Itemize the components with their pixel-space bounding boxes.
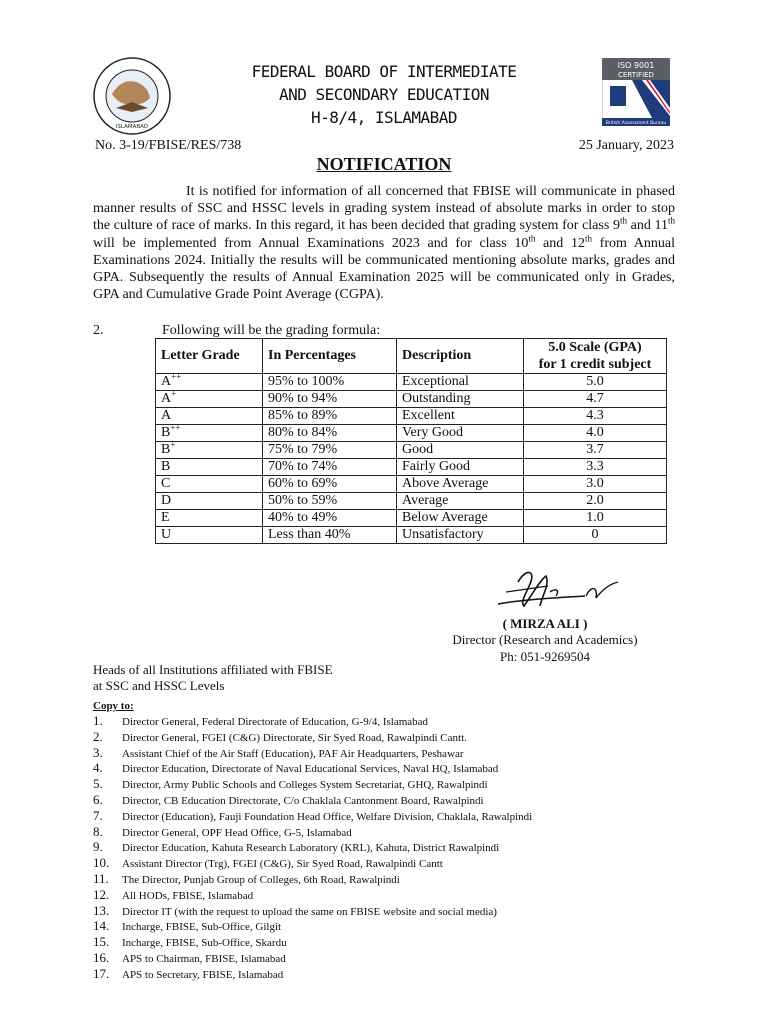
list-item-number: 9. xyxy=(93,839,103,855)
list-item-text: Director, CB Education Directorate, C/o Chaklala Cantonment Board, Rawalpindi xyxy=(122,794,484,807)
signatory-designation: Director (Research and Academics) xyxy=(452,632,638,647)
list-item xyxy=(93,950,532,966)
list-item-number: 12. xyxy=(93,886,110,902)
list-item-number: 16. xyxy=(93,949,110,965)
table-row xyxy=(156,527,667,544)
cell-grade: D xyxy=(156,493,263,510)
list-item-number: 13. xyxy=(93,902,110,918)
cell-description: Exceptional xyxy=(397,374,524,391)
notification-date: 25 January, 2023 xyxy=(578,138,674,153)
list-item xyxy=(93,760,532,776)
table-row xyxy=(156,493,667,510)
cell-gpa: 2.0 xyxy=(524,493,667,510)
page-title: NOTIFICATION xyxy=(316,154,452,174)
list-item xyxy=(93,745,532,761)
cell-gpa: 3.7 xyxy=(524,442,667,459)
signature xyxy=(490,562,630,620)
cell-percentage: 70% to 74% xyxy=(263,459,397,476)
list-item-number: 2. xyxy=(93,728,103,744)
table-row xyxy=(156,408,667,425)
list-item-number: 5. xyxy=(93,776,103,792)
list-item-text: Director General, FGEI (C&G) Directorate, Sir Syed Road, Rawalpindi Cantt. xyxy=(122,731,467,744)
list-item xyxy=(93,871,532,887)
cell-description: Excellent xyxy=(397,408,524,425)
list-item-text: Director General, OPF Head Office, G-5, Islamabad xyxy=(122,826,352,839)
svg-text:CERTIFIED: CERTIFIED xyxy=(618,71,654,79)
cell-grade: U xyxy=(156,527,263,544)
cell-gpa: 4.0 xyxy=(524,425,667,442)
cell-percentage: 40% to 49% xyxy=(263,510,397,527)
list-item-text: APS to Secretary, FBISE, Islamabad xyxy=(122,968,284,981)
recipients: Heads of all Institutions affiliated with FBISE at SSC and HSSC Levels xyxy=(93,662,333,693)
cell-grade: B++ xyxy=(156,425,263,442)
list-item-number: 4. xyxy=(93,760,103,776)
cell-description: Above Average xyxy=(397,476,524,493)
cell-grade: A+ xyxy=(156,391,263,408)
list-item xyxy=(93,934,532,950)
header-percentages: In Percentages xyxy=(263,339,397,374)
list-item-text: Director IT (with the request to upload the same on FBISE website and social media) xyxy=(122,905,497,918)
table-header-row xyxy=(156,339,667,374)
table-row xyxy=(156,510,667,527)
list-item-text: Assistant Director (Trg), FGEI (C&G), Sir Syed Road, Rawalpindi Cantt xyxy=(122,858,443,871)
list-item-text: Incharge, FBISE, Sub-Office, Skardu xyxy=(122,937,287,950)
table-row xyxy=(156,374,667,391)
header-line-2: AND SECONDARY EDUCATION xyxy=(278,85,490,104)
list-item-text: The Director, Punjab Group of Colleges, 6th Road, Rawalpindi xyxy=(122,873,400,886)
list-item-number: 15. xyxy=(93,934,110,950)
list-item-number: 10. xyxy=(93,855,110,871)
table-row xyxy=(156,425,667,442)
list-item-number: 14. xyxy=(93,918,110,934)
list-item-text: Director General, Federal Directorate of Education, G-9/4, Islamabad xyxy=(122,716,429,728)
list-item-number: 11. xyxy=(93,870,109,886)
cell-gpa: 4.7 xyxy=(524,391,667,408)
list-item xyxy=(93,808,532,824)
list-item-number: 6. xyxy=(93,791,103,807)
list-item xyxy=(93,792,532,808)
grading-table xyxy=(155,338,667,544)
list-item-number: 1. xyxy=(93,713,103,728)
list-item xyxy=(93,887,532,903)
cell-description: Outstanding xyxy=(397,391,524,408)
notification-paragraph: It is notified for information of all concerned that FBISE will communicate in phased manner results of SSC and HSSC levels in grading system instead of absolute marks in order to stop the culture of race of marks. In this regard, it has been decided that grading system for class 9th and 11th will be implemented from Annual Examinations 2023 and for class 10th and 12th from Annual Examinations 2024. Initially the results will be communicated mentioning absolute marks, grades and GPA. Subsequently the results of Annual Examination 2025 will be communicated only in Grades, GPA and Cumulative Grade Point Average (CGPA). xyxy=(93,184,676,303)
cell-grade: E xyxy=(156,510,263,527)
cell-description: Very Good xyxy=(397,425,524,442)
cell-description: Fairly Good xyxy=(397,459,524,476)
cell-percentage: 50% to 59% xyxy=(263,493,397,510)
list-item-text: Director Education, Kahuta Research Laboratory (KRL), Kahuta, District Rawalpindi xyxy=(122,842,500,855)
list-item-number: 7. xyxy=(93,807,103,823)
cell-percentage: 80% to 84% xyxy=(263,425,397,442)
cell-percentage: 90% to 94% xyxy=(263,391,397,408)
header-line-1: FEDERAL BOARD OF INTERMEDIATE xyxy=(251,62,517,81)
cell-percentage: 85% to 89% xyxy=(263,408,397,425)
cell-gpa: 3.3 xyxy=(524,459,667,476)
cell-grade: B+ xyxy=(156,442,263,459)
cell-grade: A xyxy=(156,408,263,425)
table-row xyxy=(156,459,667,476)
cell-percentage: 95% to 100% xyxy=(263,374,397,391)
header-gpa-scale: 5.0 Scale (GPA) for 1 credit subject xyxy=(524,339,667,374)
svg-text:British Assessment Bureau: British Assessment Bureau xyxy=(605,121,667,126)
copy-to-label: Copy to: xyxy=(93,700,134,712)
signatory-name: ( MIRZA ALI ) xyxy=(502,616,588,631)
list-item-text: Director (Education), Fauji Foundation Head Office, Welfare Division, Chaklala, Rawalpindi xyxy=(122,810,533,823)
cell-grade: B xyxy=(156,459,263,476)
list-item-text: Assistant Chief of the Air Staff (Education), PAF Air Headquarters, Peshawar xyxy=(122,747,464,760)
header-description: Description xyxy=(397,339,524,374)
logo-bottom-text: ISLAMABAD xyxy=(115,124,149,130)
list-item xyxy=(93,776,532,792)
list-item-text: Incharge, FBISE, Sub-Office, Gilgit xyxy=(122,921,282,934)
list-item-text: All HODs, FBISE, Islamabad xyxy=(122,889,254,902)
list-item xyxy=(93,966,532,982)
cell-percentage: 60% to 69% xyxy=(263,476,397,493)
list-item xyxy=(93,729,532,745)
list-item xyxy=(93,918,532,934)
table-row xyxy=(156,391,667,408)
cell-description: Good xyxy=(397,442,524,459)
cell-gpa: 4.3 xyxy=(524,408,667,425)
table-row xyxy=(156,476,667,493)
cell-description: Below Average xyxy=(397,510,524,527)
list-item xyxy=(93,713,532,729)
list-item-number: 8. xyxy=(93,823,103,839)
list-item-text: Director, Army Public Schools and Colleges System Secretariat, GHQ, Rawalpindi xyxy=(122,779,488,792)
list-item-text: Director Education, Directorate of Naval Educational Services, Naval HQ, Islamabad xyxy=(122,763,499,776)
cell-gpa: 1.0 xyxy=(524,510,667,527)
cell-percentage: 75% to 79% xyxy=(263,442,397,459)
list-item xyxy=(93,903,532,919)
cell-description: Unsatisfactory xyxy=(397,527,524,544)
cell-gpa: 5.0 xyxy=(524,374,667,391)
svg-text:ISO 9001: ISO 9001 xyxy=(617,61,655,70)
copy-to-list xyxy=(93,713,532,982)
signatory-phone: Ph: 051-9269504 xyxy=(500,649,590,664)
cell-gpa: 3.0 xyxy=(524,476,667,493)
list-item-number: 3. xyxy=(93,744,103,760)
header-letter-grade: Letter Grade xyxy=(156,339,263,374)
cell-grade: A++ xyxy=(156,374,263,391)
reference-number: No. 3-19/FBISE/RES/738 xyxy=(95,138,242,153)
cell-grade: C xyxy=(156,476,263,493)
point-2-text: Following will be the grading formula: xyxy=(162,323,381,338)
point-2-number: 2. xyxy=(93,323,104,338)
list-item xyxy=(93,839,532,855)
list-item-number: 17. xyxy=(93,965,110,981)
cell-percentage: Less than 40% xyxy=(263,527,397,544)
list-item-text: APS to Chairman, FBISE, Islamabad xyxy=(122,952,286,965)
cell-gpa: 0 xyxy=(524,527,667,544)
cell-description: Average xyxy=(397,493,524,510)
iso-certified-badge xyxy=(602,58,670,126)
header-line-3: H-8/4, ISLAMABAD xyxy=(310,108,458,127)
list-item xyxy=(93,855,532,871)
table-row xyxy=(156,442,667,459)
list-item xyxy=(93,824,532,840)
